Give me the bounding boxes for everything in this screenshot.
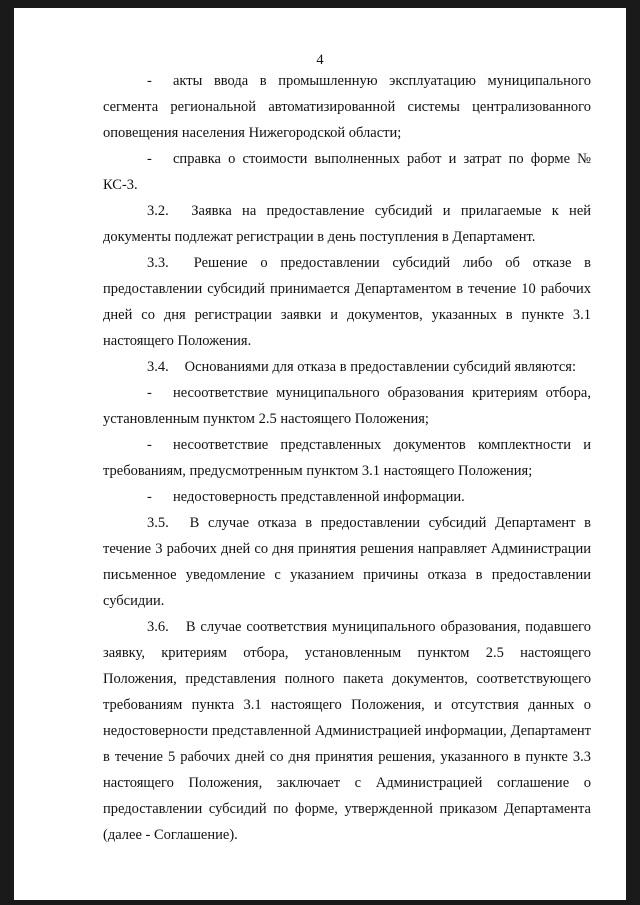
clause-number: 3.3.: [147, 255, 169, 271]
clause-3-2: [103, 198, 591, 250]
scan-edge-top: [0, 0, 640, 8]
page-number: 4: [316, 52, 324, 68]
list-item-certificate: [103, 146, 591, 198]
document-body: [103, 68, 591, 848]
list-dash: -: [147, 151, 152, 167]
list-dash: -: [147, 437, 152, 453]
clause-text: Решение о предоставлении субсидий либо об отказе в предоставлении субсидий принимается Департаментом в течение 10 рабочих дней со дня регистрации заявки и документов, указанных в пункте 3.1 настоящего Положения.: [103, 255, 591, 349]
clause-number: 3.6.: [147, 619, 169, 635]
clause-text: Заявка на предоставление субсидий и прилагаемые к ней документы подлежат регистрации в день поступления в Департамент.: [103, 203, 592, 245]
list-item-text: справка о стоимости выполненных работ и затрат по форме № КС-3.: [103, 151, 591, 193]
list-item-text: несоответствие муниципального образования критериям отбора, установленным пунктом 2.5 настоящего Положения;: [103, 385, 591, 427]
scan-edge-left: [0, 0, 14, 905]
document-page: [14, 8, 626, 900]
list-dash: -: [147, 489, 152, 505]
list-dash: -: [147, 385, 152, 401]
clause-3-3: [103, 250, 591, 354]
list-item-unreliable-info: [103, 484, 591, 510]
scan-edge-right: [626, 0, 640, 905]
list-dash: -: [147, 73, 152, 89]
clause-3-6: [103, 614, 591, 848]
list-item-text: акты ввода в промышленную эксплуатацию муниципального сегмента региональной автоматизированной системы централизованного оповещения населения Нижегородской области;: [103, 73, 591, 141]
clause-text: В случае отказа в предоставлении субсидий Департамент в течение 3 рабочих дней со дня принятия решения направляет Администрации письменное уведомление с указанием причины отказа в предоставлении субсидии.: [103, 515, 591, 609]
list-item-criteria-mismatch: [103, 380, 591, 432]
clause-number: 3.5.: [147, 515, 169, 531]
clause-number: 3.2.: [147, 203, 169, 219]
list-item-acts: [103, 68, 591, 146]
list-item-text: несоответствие представленных документов комплектности и требованиям, предусмотренным пунктом 3.1 настоящего Положения;: [103, 437, 591, 479]
clause-3-5: [103, 510, 591, 614]
scan-edge-bottom: [0, 900, 640, 905]
clause-number: 3.4.: [147, 359, 169, 375]
clause-text: В случае соответствия муниципального образования, подавшего заявку, критериям отбора, установленным пунктом 2.5 настоящего Положения, представления полного пакета документов, соответствующего требованиям пункта 3.1 настоящего Положения, и отсутствия данных о недостоверности представленной Администрацией информации, Департамент в течение 5 рабочих дней со дня принятия решения, указанного в пункте 3.3 настоящего Положения, заключает с Администрацией соглашение о предоставлении субсидий по форме, утвержденной приказом Департамента (далее - Соглашение).: [103, 619, 591, 843]
clause-3-4: [103, 354, 591, 380]
list-item-text: недостоверность представленной информации.: [173, 489, 465, 505]
clause-text: Основаниями для отказа в предоставлении субсидий являются:: [184, 359, 576, 375]
list-item-documents-mismatch: [103, 432, 591, 484]
